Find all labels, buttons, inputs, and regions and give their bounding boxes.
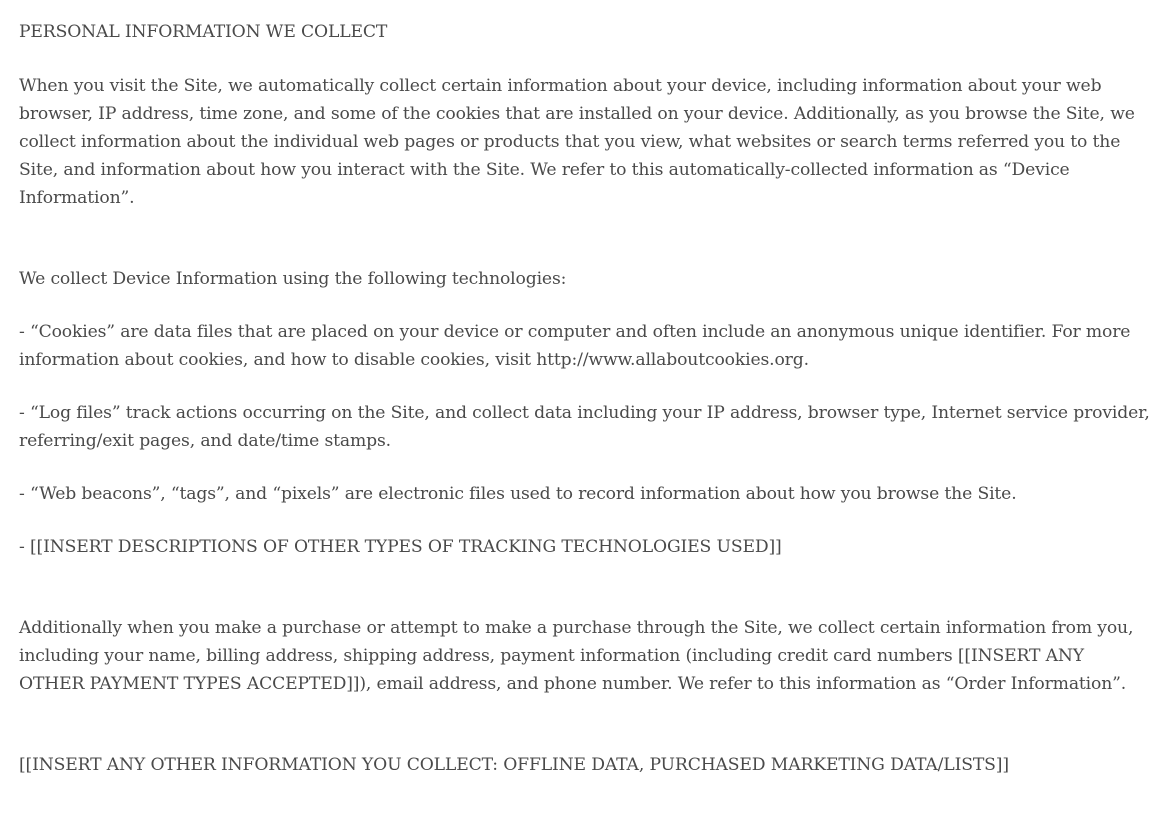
device-information-paragraph: When you visit the Site, we automatically collect certain information about your device, including information about your web browser, IP address, time zone, and some of the cookies that are installed on your device. Additionally, as you browse the Site, we collect information about the individual web pages or products that you view, what websites or search terms referred you to the Site, and information about how you interact with the Site. We refer to this automatically-collected information as “Device Information”.: [19, 76, 1135, 208]
list-item: - “Cookies” are data files that are placed on your device or computer and often include an anonymous unique identifier. For more information about cookies, and how to disable cookies, visit http://www.allaboutcookies.org.: [19, 322, 1131, 370]
list-item: - [[INSERT DESCRIPTIONS OF OTHER TYPES OF TRACKING TECHNOLOGIES USED]]: [19, 537, 782, 557]
section-heading: PERSONAL INFORMATION WE COLLECT: [19, 22, 388, 42]
order-information-paragraph: Additionally when you make a purchase or attempt to make a purchase through the Site, we collect certain information from you, including your name, billing address, shipping address, payment information (including credit card numbers [[INSERT ANY OTHER PAYMENT TYPES ACCEPTED]]), email address, and phone number. We refer to this information as “Order Information”.: [19, 618, 1134, 694]
list-item: - “Web beacons”, “tags”, and “pixels” are electronic files used to record information about how you browse the Site.: [19, 484, 1017, 504]
technologies-intro: We collect Device Information using the following technologies:: [19, 269, 567, 289]
list-item: - “Log files” track actions occurring on the Site, and collect data including your IP address, browser type, Internet service provider, referring/exit pages, and date/time stamps.: [19, 403, 1150, 451]
other-information-placeholder: [[INSERT ANY OTHER INFORMATION YOU COLLECT: OFFLINE DATA, PURCHASED MARKETING DATA/LISTS]]: [19, 755, 1009, 775]
